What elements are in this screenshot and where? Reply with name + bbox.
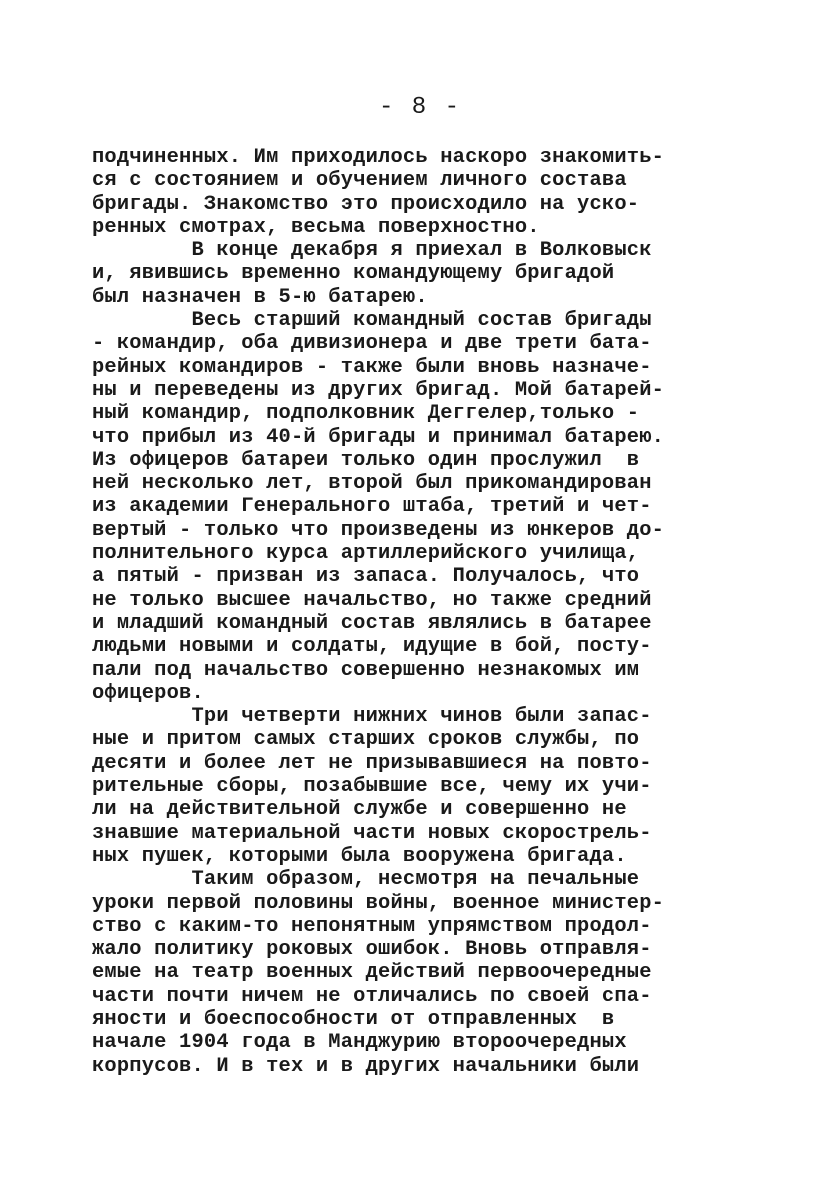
text-line: ство с каким-то непонятным упрямством продол- [92,914,652,938]
text-line: не только высшее начальство, но также средний [92,588,652,612]
text-line: части почти ничем не отличались по своей спа- [92,984,652,1008]
text-line: жало политику роковых ошибок. Вновь отправля- [92,938,652,962]
page-number: - 8 - [378,94,461,121]
text-line: Весь старший командный состав бригады [92,309,652,333]
text-line: и младший командный состав являлись в батарее [92,611,652,635]
text-line: десяти и более лет не призывавшиеся на повто- [92,751,652,775]
text-line: Таким образом, несмотря на печальные [92,868,640,892]
text-line: корпусов. И в тех и в других начальники были [92,1054,640,1078]
text-line: ся с состоянием и обучением личного состава [92,169,627,193]
text-line: людьми новыми и солдаты, идущие в бой, посту- [92,635,652,659]
text-line: - командир, оба дивизионера и две трети бата- [92,332,652,356]
text-line: Из офицеров батареи только один прослужил в [92,448,640,472]
text-line: бригады. Знакомство это происходило на уско- [92,192,640,216]
text-line: емые на театр военных действий первоочередные [92,961,652,985]
text-line: рительные сборы, позабывшие все, чему их учи- [92,775,652,799]
text-line: Три четверти нижних чинов были запас- [92,705,652,729]
text-line: ные и притом самых старших сроков службы, по [92,728,640,752]
text-line: пали под начальство совершенно незнакомых им [92,658,640,682]
text-line: ный командир, подполковник Деггелер,только - [92,402,640,426]
text-line: уроки первой половины войны, военное министер- [92,891,665,915]
text-line: офицеров. [92,681,204,705]
text-line: ли на действительной службе и совершенно не [92,798,627,822]
text-line: начале 1904 года в Манджурию второочередных [92,1031,627,1055]
text-line: знавшие материальной части новых скорострель- [92,821,652,845]
text-line: полнительного курса артиллерийского училища, [92,542,640,566]
text-line: В конце декабря я приехал в Волковыск [92,239,652,263]
text-line: был назначен в 5-ю батарею. [92,285,428,309]
text-line: ных пушек, которыми была вооружена бригада. [92,844,627,868]
text-line: а пятый - призван из запаса. Получалось, что [92,565,640,589]
text-line: и, явившись временно командующему бригадой [92,262,615,286]
text-line: ны и переведены из других бригад. Мой батарей- [92,378,665,402]
body-text [92,146,732,1078]
text-line: ренных смотрах, весьма поверхностно. [92,215,540,239]
text-line: из академии Генерального штаба, третий и чет- [92,495,652,519]
text-line: рейных командиров - также были вновь назначе- [92,355,652,379]
text-line: яности и боеспособности от отправленных в [92,1007,615,1031]
text-line: подчиненных. Им приходилось наскоро знакомить- [92,146,665,169]
text-line: что прибыл из 40-й бригады и принимал батарею. [92,425,665,449]
text-line: ней несколько лет, второй был прикомандирован [92,472,652,496]
text-line: вертый - только что произведены из юнкеров до- [92,518,665,542]
